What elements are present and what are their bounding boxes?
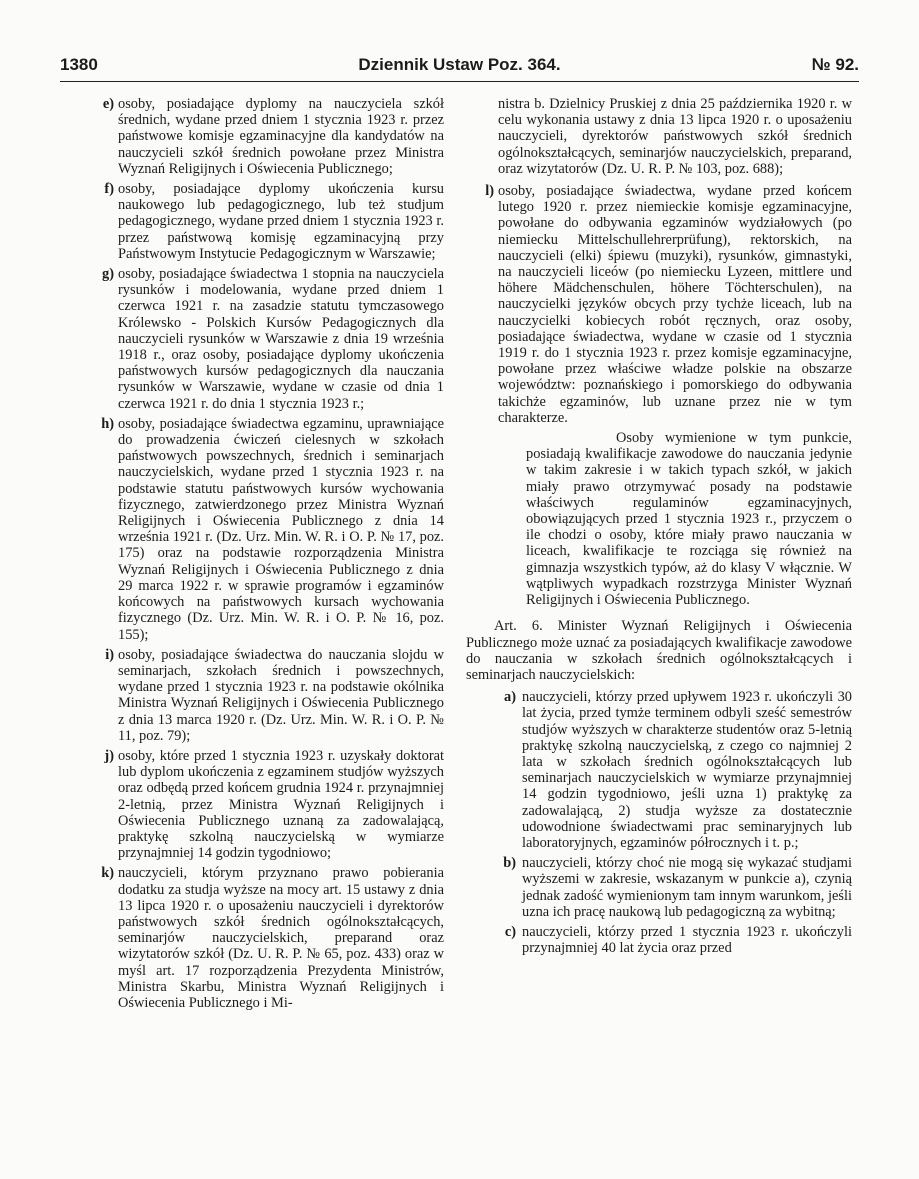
continuation-paragraph: nistra b. Dzielnicy Pruskiej z dnia 25 października 1920 r. w celu wykonania ustawy z dnia 13 lipca 1920 r. o uposażeniu nauczycieli, dyrektorów państwowych szkół średnich ogólnokształcących, seminarjów nauczycielskich, preparand, oraz wizytatorów (Dz. U. R. P. № 103, poz. 688); <box>498 96 852 177</box>
left-column <box>86 96 444 1015</box>
item-marker: j) <box>104 747 114 764</box>
list-item <box>466 183 852 426</box>
issue-number: № 92. <box>811 55 859 74</box>
item-text: osoby, posiadające świadectwa egzaminu, uprawniające do prowadzenia ćwiczeń cielesnych w szkołach państwowych powszechnych, średnich i seminarjach nauczycielskich, wydane przed 1 stycznia 1923 r. na podstawie statutu państwowych kursów wychowania fizycznego, zatwierdzonego przez Ministra Wyznań Religijnych i Oświecenia Publicznego z dnia 14 września 1921 r. (Dz. Urz. Min. W. R. i O. P. № 17, poz. 175) oraz na podstawie rozporządzenia Ministra Wyznań Religijnych i Oświecenia Publicznego z dnia 29 marca 1922 r. w sprawie programów i egzaminów końcowych na państwowych kursach wychowania fizycznego (Dz. Urz. Min. W. R. i O. P. № 16, poz. 155); <box>118 415 444 643</box>
sub-item-text: nauczycieli, którzy choć nie mogą się wykazać studjami wyższemi w zakresie, wskazanym w punkcie a), czynią jednak zadość wymienionym tam innym warunkom, jeśli uzna ich pracę naukową lub pedagogiczną za wybitną; <box>522 855 852 920</box>
item-marker: e) <box>102 96 114 112</box>
item-text: nauczycieli, którym przyznano prawo pobierania dodatku za studja wyższe na mocy art. 15 ustawy z dnia 13 lipca 1920 r. o uposażeniu nauczycieli i dyrektorów państwowych szkół średnich ogólnokształcących, seminarjów nauczycielskich, preparand oraz wizytatorów szkół (Dz. U. R. P. № 65, poz. 433) oraz w myśl art. 17 rozporządzenia Prezydenta Ministrów, Ministra Skarbu, Ministra Wyznań Religijnych i Oświecenia Publicznego i Mi- <box>118 865 444 1011</box>
sub-item-text: nauczycieli, którzy przed 1 stycznia 1923 r. ukończyli przynajmniej 40 lat życia oraz przed <box>522 923 852 957</box>
list-item <box>86 416 444 643</box>
sub-item <box>466 924 852 956</box>
item-text: osoby, posiadające świadectwa, wydane przed końcem lutego 1920 r. przez niemieckie komisje egzaminacyjne, powołane do odbywania egzaminów wydziałowych (po niemiecku Mittelschullehrerprüfung), rektorskich, na nauczycieli (elki) śpiewu (muzyki), rysunków, gimnastyki, na nauczycieli liceów (po niemiecku Lyzeen, mittlere und höhere Mädchenschulen, höhere Töchterschulen), na nauczycielki języków obcych przy tychże liceach, lub na nauczycielki kobiecych robót ręcznych, oraz osoby, posiadające świadectwa, wydane w czasie od 1 stycznia 1919 r. do 1 stycznia 1923 r. przez komisje egzaminacyjne, powołane przez właściwe władze polskie na obszarze województw: poznańskiego i pomorskiego do odbywania takichże egzaminów, lub uznane przez nie w tym charakterze. <box>498 183 852 426</box>
page-header <box>60 55 859 82</box>
item-marker: h) <box>101 415 114 432</box>
item-text: osoby, posiadające świadectwa do nauczania slojdu w seminarjach, szkołach średnich i powszechnych, wydane przed 1 stycznia 1923 r. na podstawie okólnika Ministra Wyznań Religijnych i Oświecenia Publicznego z dnia 13 marca 1920 r. (Dz. Urz. Min. W. R. i O. P. № 11, poz. 79); <box>118 646 444 744</box>
right-column <box>466 96 852 960</box>
list-item <box>86 647 444 744</box>
item-marker: g) <box>102 266 114 283</box>
list-item <box>86 748 444 861</box>
sub-item-text: nauczycieli, którzy przed upływem 1923 r. ukończyli 30 lat życia, przed tymże terminem odbyli sześć semestrów studjów wyższych w charakterze studentów oraz 5-letnią praktykę szkolną nauczycielską, z czego co najmniej 2 lata w szkołach średnich ogólnokształcących lub seminarjach nauczycielskich w wymiarze przynajmniej 14 godzin tygodniowo, jeśli uzna 1) praktykę za zadowalającą, 2) studja wyższe za dostatecznie udowodnione świadectwami prac seminaryjnych lub laboratoryjnych, egzaminów półrocznych i t. p.; <box>522 689 852 851</box>
sub-item <box>466 689 852 851</box>
item-marker: i) <box>105 646 114 663</box>
page-number: 1380 <box>60 55 98 74</box>
list-item <box>86 181 444 262</box>
journal-title: Dziennik Ustaw Poz. 364. <box>358 55 561 74</box>
list-item <box>86 96 444 177</box>
sub-item-marker: a) <box>504 689 516 706</box>
list-item <box>86 266 444 412</box>
item-text: osoby, posiadające dyplomy na nauczyciela szkół średnich, wydane przed dniem 1 stycznia 1923 r. przez państwowe komisje egzaminacyjne dla kandydatów na nauczycieli szkół średnich powołane przez Ministra Wyznań Religijnych i Oświecenia Publicznego; <box>118 96 444 177</box>
item-text: osoby, posiadające dyplomy ukończenia kursu naukowego lub pedagogicznego, lub też studjum pedagogicznego, wydane przed dniem 1 stycznia 1923 r. przez państwową komisję egzaminacyjną przy Państwowym Instytucie Pedagogicznym w Warszawie; <box>118 181 444 262</box>
list-item <box>86 865 444 1011</box>
item-text: osoby, które przed 1 stycznia 1923 r. uzyskały doktorat lub dyplom ukończenia z egzaminem studjów wyższych oraz odbędą przed końcem grudnia 1924 r. przynajmniej 2-letnią, przez Ministra Wyznań Religijnych i Oświecenia Publicznego uznaną za zadowalającą, praktykę szkolną nauczycielską w wymiarze przynajmniej 14 godzin tygodniowo; <box>118 747 444 862</box>
item-marker: k) <box>101 865 114 882</box>
article-6-paragraph: Art. 6. Minister Wyznań Religijnych i Oświecenia Publicznego może uznać za posiadających kwalifikacje zawodowe do nauczania w szkołach średnich ogólnokształcących i seminarjach nauczycielskich: <box>466 618 852 683</box>
sub-item <box>466 855 852 920</box>
item-marker: l) <box>485 183 494 200</box>
sub-item-marker: c) <box>504 923 516 940</box>
sub-item-marker: b) <box>503 855 516 872</box>
item-marker: f) <box>104 181 114 198</box>
item-text: osoby, posiadające świadectwa 1 stopnia na nauczyciela rysunków i modelowania, wydane przed dniem 1 czerwca 1921 r. na zasadzie statutu tymczasowego Królewsko - Polskich Kursów Pedagogicznych dla nauczycieli rysunków w Warszawie z dnia 19 września 1918 r., oraz osoby, posiadające dyplomy ukończenia państwowych kursów pedagogicznych dla nauczania rysunków w Warszawie, wydane w czasie od dnia 1 czerwca 1921 r. do dnia 1 stycznia 1923 r.; <box>118 266 444 412</box>
note-paragraph: Osoby wymienione w tym punkcie, posiadają kwalifikacje zawodowe do nauczania jedynie w takim zakresie i w takich typach szkół, w jakich miały prawo otrzymywać posady na podstawie właściwych regulaminów egzaminacyjnych, obowiązujących przed 1 stycznia 1923 r., przyczem o ile chodzi o osoby, które miały prawo nauczania w liceach, kwalifikacje te rozciąga się również na gimnazja wszystkich typów, aż do klasy V włącznie. W wątpliwych wypadkach rozstrzyga Minister Wyznań Religijnych i Oświecenia Publicznego. <box>526 430 852 609</box>
